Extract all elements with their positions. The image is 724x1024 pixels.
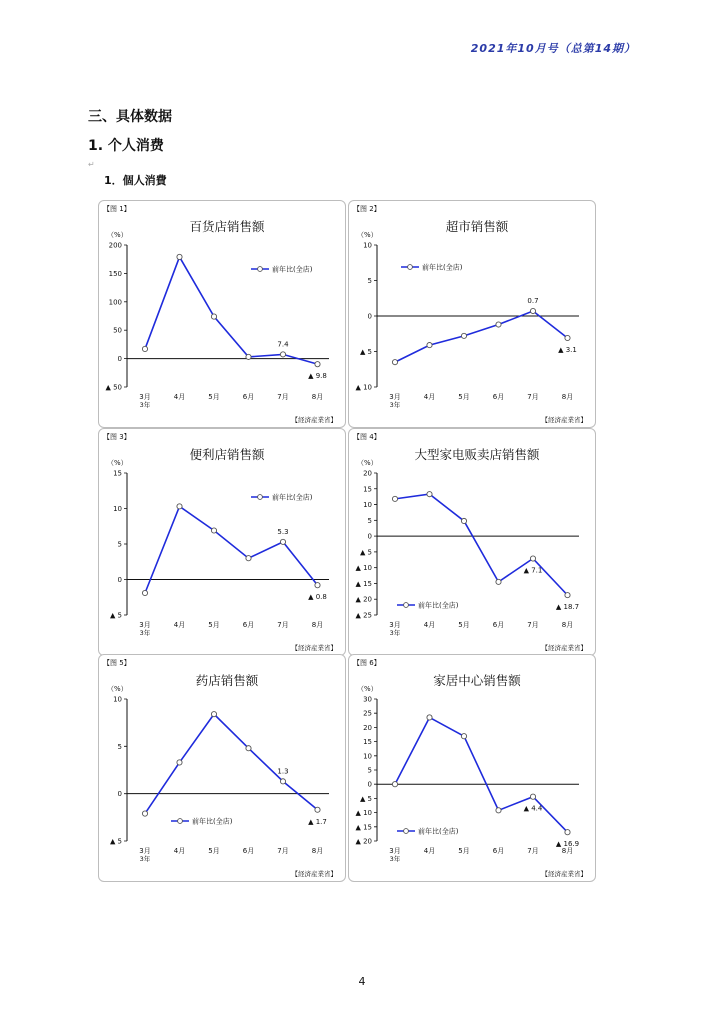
data-point	[565, 830, 570, 835]
x-tick-label: 7月	[527, 393, 539, 401]
x-tick-label: 8月	[561, 621, 574, 629]
x-tick-label: 3月	[139, 621, 151, 629]
x-tick-label: 5月	[208, 621, 220, 629]
y-tick-label: 15	[113, 469, 122, 478]
chart-tag: 【图 1】	[103, 205, 131, 213]
data-label: 7.4	[277, 340, 289, 349]
chart-tag: 【图 3】	[103, 433, 131, 441]
chart-canvas	[99, 201, 345, 427]
data-point	[246, 556, 251, 561]
legend-label: 前年比(全店)	[418, 827, 459, 836]
y-tick-label: 30	[363, 695, 372, 704]
x-tick-label: 3月	[389, 621, 401, 629]
data-label: 1.3	[277, 767, 289, 776]
x-tick-label: 6月	[492, 393, 505, 401]
y-tick-label: 10	[363, 241, 372, 250]
series-line	[395, 494, 568, 595]
data-point	[315, 807, 320, 812]
y-tick-label: 0	[367, 312, 372, 321]
chart-tag: 【图 4】	[353, 433, 381, 441]
data-label: ▲ 0.8	[308, 593, 327, 602]
data-point	[315, 583, 320, 588]
data-label: ▲ 4.4	[523, 804, 543, 813]
chart-title: 便利店销售额	[189, 447, 265, 462]
chart-title: 大型家电贩卖店销售额	[414, 447, 540, 462]
x-tick-label: 3月	[139, 847, 151, 855]
legend-marker	[258, 267, 263, 272]
chart-source: 【経済産業省】	[291, 870, 337, 878]
y-tick-label: ▲ 10	[355, 809, 372, 818]
y-tick-label: ▲ 5	[359, 548, 372, 557]
legend-marker	[408, 265, 413, 270]
x-tick-label: 6月	[242, 393, 255, 401]
chart-tag: 【图 2】	[353, 205, 381, 213]
chart-canvas	[349, 201, 595, 427]
year-label: 3年	[389, 629, 401, 637]
year-label: 3年	[139, 401, 151, 409]
section-title: 三、具体数据	[88, 109, 172, 125]
legend-label: 前年比(全店)	[272, 493, 313, 502]
chart-drugstore-sales	[98, 654, 346, 882]
x-tick-label: 5月	[208, 847, 220, 855]
y-tick-label: ▲ 10	[355, 564, 372, 573]
data-point	[280, 539, 285, 544]
data-point	[142, 346, 147, 351]
data-label: ▲ 16.9	[555, 840, 580, 849]
y-axis-unit: （%）	[357, 459, 378, 467]
y-axis-unit: （%）	[357, 685, 378, 693]
data-label: 5.3	[277, 527, 289, 536]
x-tick-label: 7月	[527, 621, 539, 629]
chart-title: 药店销售额	[195, 673, 259, 688]
chart-title: 百货店销售额	[189, 219, 265, 234]
data-point	[177, 254, 182, 259]
y-tick-label: 100	[108, 298, 122, 307]
data-label: ▲ 18.7	[555, 603, 580, 612]
y-tick-label: 20	[363, 723, 372, 732]
series-line	[145, 714, 318, 813]
chart-source: 【経済産業省】	[541, 644, 587, 652]
data-point	[496, 322, 501, 327]
legend-label: 前年比(全店)	[192, 817, 233, 826]
data-point	[315, 362, 320, 367]
y-tick-label: 0	[117, 355, 122, 364]
data-point	[142, 811, 147, 816]
x-tick-label: 7月	[277, 847, 289, 855]
y-tick-label: ▲ 50	[105, 383, 122, 392]
x-tick-label: 5月	[208, 393, 220, 401]
data-point	[427, 492, 432, 497]
x-tick-label: 7月	[277, 393, 289, 401]
y-tick-label: 25	[363, 709, 372, 718]
y-tick-label: ▲ 5	[359, 794, 372, 803]
chart-title: 超市销售额	[445, 219, 509, 234]
x-tick-label: 5月	[458, 847, 470, 855]
data-point	[280, 352, 285, 357]
y-tick-label: ▲ 5	[359, 348, 372, 356]
x-tick-label: 6月	[492, 621, 505, 629]
x-tick-label: 6月	[242, 847, 255, 855]
y-tick-label: 0	[367, 780, 372, 789]
x-tick-label: 3月	[139, 393, 151, 401]
y-axis-unit: （%）	[107, 231, 128, 239]
legend-label: 前年比(全店)	[272, 265, 313, 274]
y-tick-label: ▲ 5	[109, 837, 122, 846]
data-point	[246, 354, 251, 359]
y-tick-label: 5	[367, 277, 372, 285]
chart-canvas	[349, 655, 595, 881]
legend-marker	[404, 603, 409, 608]
y-tick-label: 15	[363, 485, 372, 494]
y-tick-label: 200	[108, 241, 122, 250]
x-tick-label: 8月	[311, 621, 324, 629]
y-axis-unit: （%）	[107, 459, 128, 467]
x-tick-label: 4月	[173, 621, 186, 629]
y-tick-label: ▲ 25	[355, 611, 372, 620]
x-tick-label: 5月	[458, 621, 470, 629]
y-tick-label: 10	[363, 752, 372, 761]
year-label: 3年	[389, 855, 401, 863]
chart-home-center-sales	[348, 654, 596, 882]
y-tick-label: 10	[113, 695, 122, 704]
y-axis-unit: （%）	[107, 685, 128, 693]
figure-caption: 1．個人消費	[104, 174, 167, 187]
data-point	[211, 712, 216, 717]
y-tick-label: ▲ 10	[355, 383, 372, 392]
chart-source: 【経済産業省】	[291, 416, 337, 424]
x-tick-label: 8月	[311, 393, 324, 401]
y-tick-label: 10	[113, 505, 122, 513]
y-tick-label: 0	[367, 532, 372, 541]
y-tick-label: 5	[367, 766, 372, 775]
data-point	[427, 715, 432, 720]
y-tick-label: ▲ 15	[355, 579, 372, 588]
chart-canvas	[349, 429, 595, 655]
y-tick-label: 5	[117, 742, 122, 751]
year-label: 3年	[389, 401, 401, 409]
x-tick-label: 4月	[423, 393, 436, 401]
x-tick-label: 7月	[527, 847, 539, 855]
data-point	[530, 794, 535, 799]
year-label: 3年	[139, 855, 151, 863]
legend-marker	[178, 819, 183, 824]
x-tick-label: 6月	[492, 847, 505, 855]
x-tick-label: 3月	[389, 393, 401, 401]
y-axis-unit: （%）	[357, 231, 378, 239]
chart-tag: 【图 6】	[353, 659, 381, 667]
data-point	[392, 360, 397, 365]
chart-title: 家居中心销售额	[433, 673, 521, 688]
x-tick-label: 7月	[277, 621, 289, 629]
chart-source: 【経済産業省】	[291, 644, 337, 652]
data-point	[211, 314, 216, 319]
data-point	[530, 556, 535, 561]
chart-source: 【経済産業省】	[541, 416, 587, 424]
legend-marker	[258, 495, 263, 500]
x-tick-label: 5月	[458, 393, 470, 401]
legend-label: 前年比(全店)	[422, 263, 463, 272]
subsection-title: 1. 个人消费	[88, 138, 164, 154]
x-tick-label: 4月	[423, 847, 436, 855]
data-point	[427, 343, 432, 348]
y-tick-label: 5	[117, 540, 122, 549]
chart-department-store-sales	[98, 200, 346, 428]
y-tick-label: ▲ 5	[109, 611, 122, 620]
paragraph-mark: ↵	[88, 160, 95, 169]
data-label: ▲ 7.1	[523, 566, 543, 575]
y-tick-label: ▲ 15	[355, 823, 372, 832]
data-point	[496, 579, 501, 584]
data-point	[280, 779, 285, 784]
chart-canvas	[99, 655, 345, 881]
series-line	[395, 717, 568, 832]
y-tick-label: 0	[117, 790, 122, 799]
chart-canvas	[99, 429, 345, 655]
legend-label: 前年比(全店)	[418, 601, 459, 610]
y-tick-label: ▲ 20	[355, 837, 372, 846]
x-tick-label: 8月	[311, 847, 324, 855]
x-tick-label: 4月	[173, 393, 186, 401]
data-point	[177, 760, 182, 765]
y-tick-label: 0	[117, 576, 122, 584]
chart-tag: 【图 5】	[103, 659, 131, 667]
data-point	[496, 808, 501, 813]
data-point	[565, 335, 570, 340]
y-tick-label: 5	[367, 516, 372, 525]
x-tick-label: 4月	[173, 847, 186, 855]
data-label: ▲ 3.1	[558, 346, 577, 355]
y-tick-label: 50	[113, 326, 122, 335]
series-line	[395, 311, 568, 362]
y-tick-label: 10	[363, 501, 372, 510]
data-label: ▲ 1.7	[308, 817, 327, 826]
x-tick-label: 8月	[561, 393, 574, 401]
chart-convenience-store-sales	[98, 428, 346, 656]
chart-supermarket-sales	[348, 200, 596, 428]
y-tick-label: 20	[363, 469, 372, 478]
data-point	[461, 333, 466, 338]
year-label: 3年	[139, 629, 151, 637]
y-tick-label: ▲ 20	[355, 595, 372, 604]
data-point	[565, 593, 570, 598]
x-tick-label: 4月	[423, 621, 436, 629]
data-point	[142, 590, 147, 595]
data-point	[392, 782, 397, 787]
data-point	[461, 734, 466, 739]
x-tick-label: 8月	[561, 847, 574, 855]
legend-marker	[404, 829, 409, 834]
data-point	[530, 308, 535, 313]
x-tick-label: 6月	[242, 621, 255, 629]
data-point	[211, 528, 216, 533]
data-point	[392, 496, 397, 501]
data-point	[461, 518, 466, 523]
chart-source: 【経済産業省】	[541, 870, 587, 878]
x-tick-label: 3月	[389, 847, 401, 855]
data-label: 0.7	[527, 297, 539, 306]
page-number: 4	[358, 975, 366, 988]
y-tick-label: 150	[108, 269, 122, 278]
chart-electronics-store-sales	[348, 428, 596, 656]
data-point	[177, 504, 182, 509]
y-tick-label: 15	[363, 738, 372, 747]
running-header: 2021年10月号（总第14期）	[470, 42, 636, 55]
data-label: ▲ 9.8	[308, 372, 327, 381]
data-point	[246, 746, 251, 751]
